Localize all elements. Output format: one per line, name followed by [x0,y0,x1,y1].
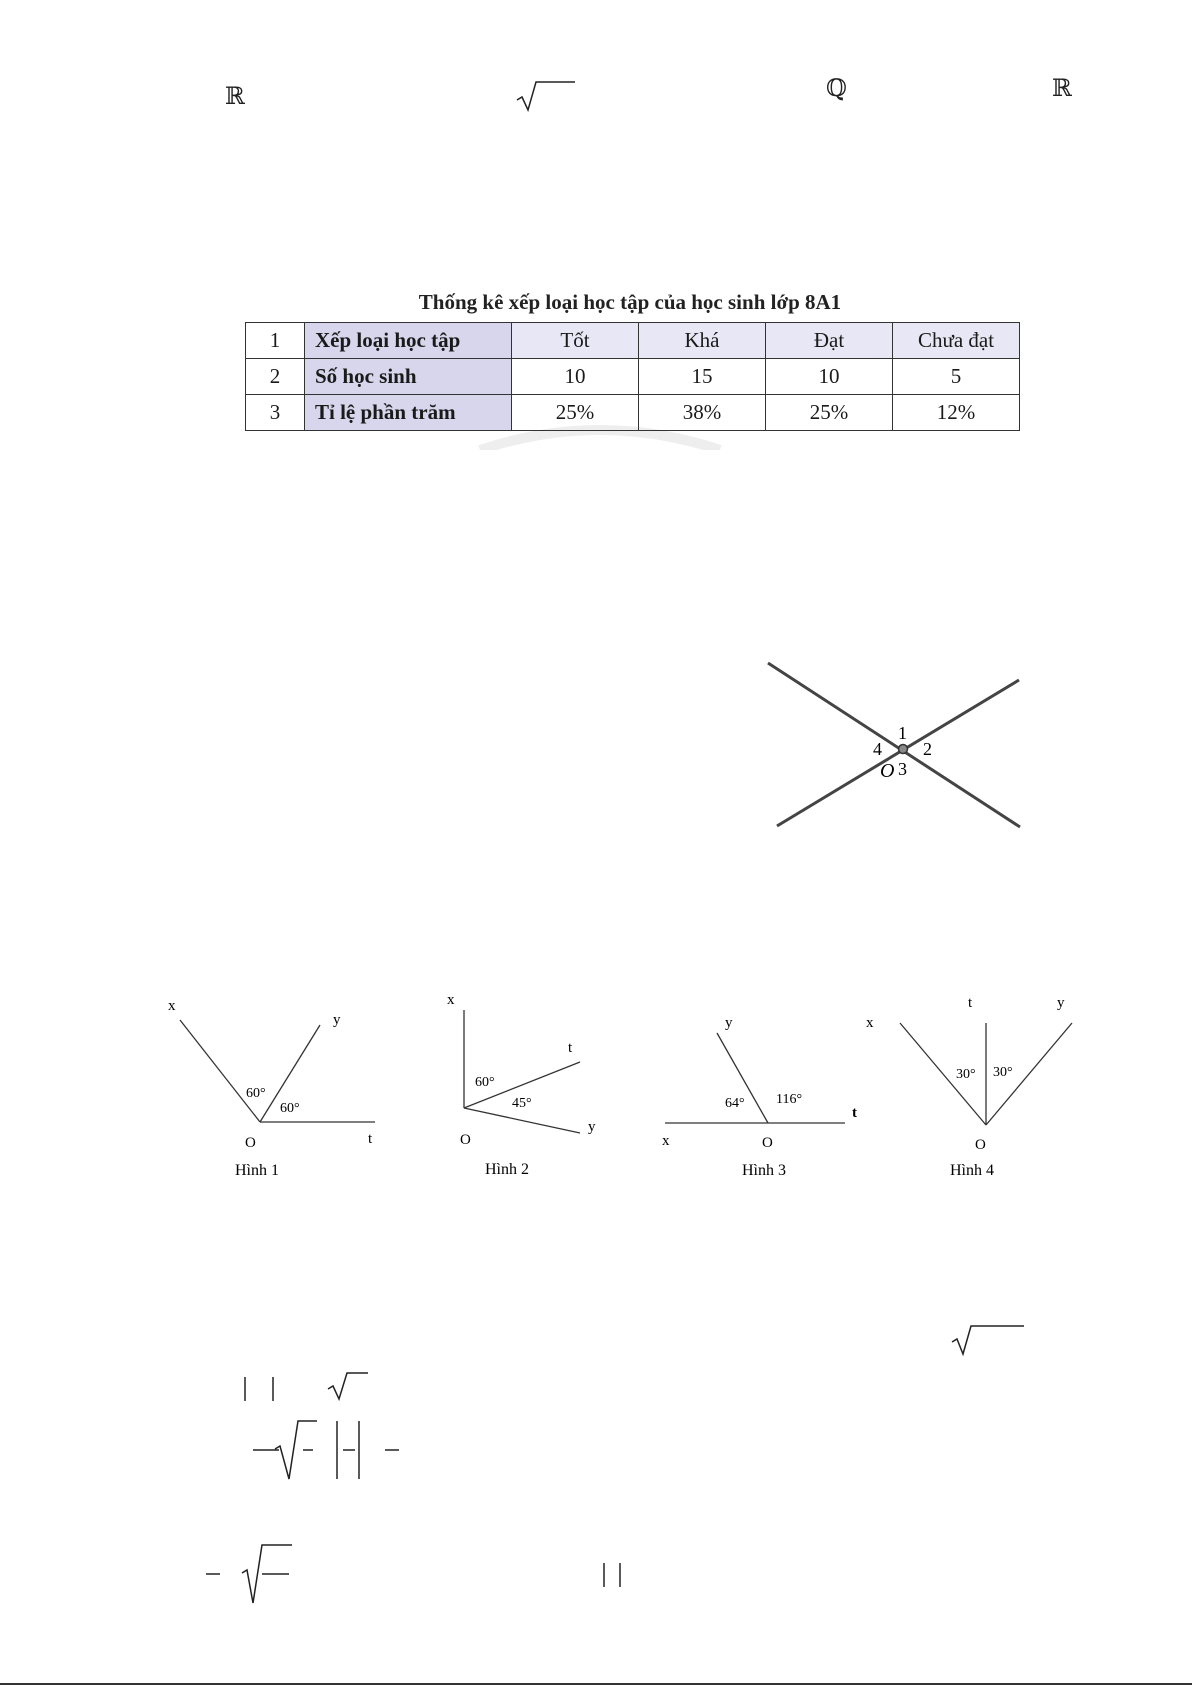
ray-label-x: x [168,998,176,1014]
intersection-point [899,745,908,754]
table-row [246,359,1020,395]
row-header: Xếp loại học tập [305,323,512,359]
table-cell: Khá [639,323,766,359]
angle-value: 60° [280,1101,300,1116]
angle-value: 116° [776,1092,803,1107]
ray-label-t: t [968,995,973,1011]
angle-label-4: 4 [873,739,882,759]
grade-statistics-table [245,322,1020,431]
table-cell: 12% [893,395,1020,431]
line-one [768,663,1020,827]
table-cell: 25% [512,395,639,431]
figure-hinh-4 [866,995,1072,1179]
angle-value: 45° [512,1096,532,1111]
absolute-value-bars [598,1560,628,1590]
ray-label-x: x [866,1015,874,1031]
square-root-sign [950,1322,1030,1358]
vertex-label-o: O [460,1132,471,1148]
angle-figures [150,985,1080,1185]
ray-label-y: y [333,1012,341,1028]
angle-value: 60° [475,1075,495,1090]
figure-caption: Hình 1 [235,1162,279,1179]
table-cell: 5 [893,359,1020,395]
figure-caption: Hình 3 [742,1162,786,1179]
real-numbers-symbol: ℝ [1052,74,1072,102]
figure-hinh-3 [662,1015,857,1179]
angle-value: 30° [993,1065,1013,1080]
ray-label-t: t [852,1105,857,1121]
angle-label-3: 3 [898,759,907,779]
figure-caption: Hình 2 [485,1161,529,1178]
vertex-label-o: O [762,1135,773,1151]
table-title: Thống kê xếp loại học tập của học sinh lớp 8A1 [418,290,842,314]
ray-label-x: x [447,992,455,1008]
angle-value: 64° [725,1096,745,1111]
table-cell: Đạt [766,323,893,359]
row-header: Tỉ lệ phần trăm [305,395,512,431]
figure-caption: Hình 4 [950,1162,994,1179]
angle-label-2: 2 [923,739,932,759]
table-cell: 25% [766,395,893,431]
square-root-sign [515,78,577,114]
row-header: Số học sinh [305,359,512,395]
point-o-label: O [880,760,895,782]
fraction-root-expression [200,1535,300,1605]
table-cell: 38% [639,395,766,431]
angle-value: 60° [246,1086,266,1101]
table-cell: 10 [766,359,893,395]
fraction-root-expression [245,1415,415,1485]
absolute-value-and-root [240,1365,380,1405]
ray-label-t: t [568,1040,573,1056]
ray-label-x: x [662,1133,670,1149]
row-index: 1 [246,323,305,359]
table-cell: Tốt [512,323,639,359]
row-index: 3 [246,395,305,431]
ray-label-y: y [1057,995,1065,1011]
angle-label-1: 1 [898,723,907,743]
ray-label-y: y [588,1119,596,1135]
angle-value: 30° [956,1067,976,1082]
row-index: 2 [246,359,305,395]
table-row [246,323,1020,359]
table-row [246,395,1020,431]
intersecting-lines-figure [760,655,1030,835]
rational-numbers-symbol: ℚ [826,74,847,102]
table-cell: Chưa đạt [893,323,1020,359]
vertex-label-o: O [975,1137,986,1153]
table-cell: 10 [512,359,639,395]
vertex-label-o: O [245,1135,256,1151]
table-cell: 15 [639,359,766,395]
figure-hinh-2 [447,992,596,1178]
ray-label-t: t [368,1131,373,1147]
ray-label-y: y [725,1015,733,1031]
real-numbers-symbol: ℝ [225,82,245,110]
figure-hinh-1 [168,998,375,1179]
